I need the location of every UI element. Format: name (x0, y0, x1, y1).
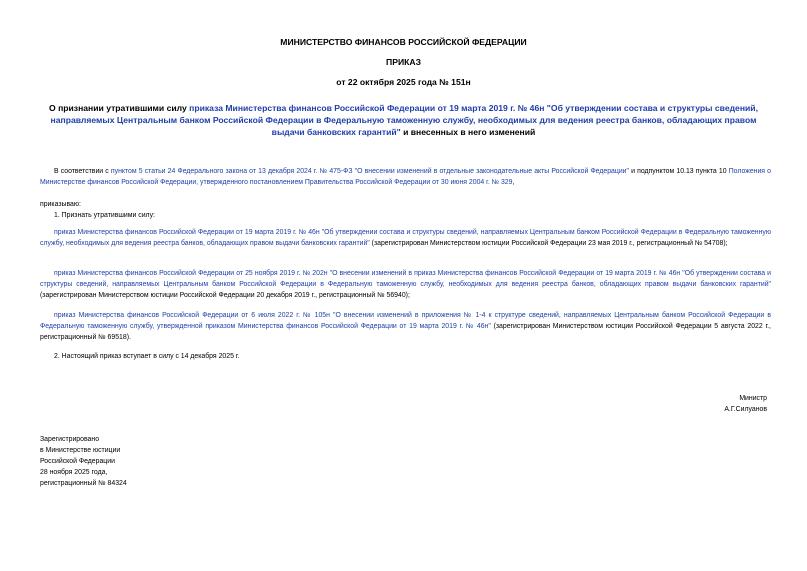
document-title (40, 102, 767, 138)
link-federal-law-475[interactable]: пунктом 5 статьи 24 Федерального закона от 13 декабря 2024 г. № 475-ФЗ "О внесении изменений в отдельные законодательные акты Российской Федерации" (110, 168, 629, 175)
signer-name: А.Г.Силуанов (724, 406, 767, 413)
registration-line-4: 28 ноября 2025 года, (40, 469, 108, 476)
preamble-paragraph (40, 166, 771, 188)
signer-position: Министр (739, 395, 767, 402)
sub-item-2-text: (зарегистрирован Министерством юстиции Российской Федерации 20 декабря 2019 г., регистрационный № 56940); (40, 292, 410, 299)
preamble-text-3: , (512, 179, 515, 186)
registration-block (40, 434, 240, 489)
link-order-105n[interactable]: приказ Министерства финансов Российской Федерации от 6 июля 2022 г. № 105н "О внесении изменений в приложения № 1-4 к структуре сведений, направляемых Центральным банком Российской Федерации в Федеральную таможенную службу, утвержденной приказом Министерства финансов Российской Федерации от 19 марта 2019 г. № 46н" (40, 312, 771, 330)
doc-type-heading: ПРИКАЗ (386, 57, 421, 67)
ministry-heading: МИНИСТЕРСТВО ФИНАНСОВ РОССИЙСКОЙ ФЕДЕРАЦИИ (280, 37, 527, 47)
registration-line-5: регистрационный № 84324 (40, 480, 127, 487)
sub-item-1-text: (зарегистрирован Министерством юстиции Российской Федерации 23 мая 2019 г., регистрационный № 54708); (369, 240, 728, 247)
sub-item-3-text: (зарегистрирован Министерством юстиции Российской Федерации 5 августа 2022 г., регистрационный № 69518). (40, 323, 771, 341)
preamble-text-1: В соответствии с (54, 168, 111, 175)
sub-item-3 (40, 310, 771, 343)
registration-line-1: Зарегистрировано (40, 436, 100, 443)
order-word: приказываю: (40, 201, 81, 208)
signature-block (567, 393, 767, 415)
link-order-46n[interactable]: приказ Министерства финансов Российской Федерации от 19 марта 2019 г. № 46н "Об утверждении состава и структуры сведений, направляемых Центральным банком Российской Федерации в Федеральную таможенную службу, необходимых для ведения реестра банков, обладающих правом выдачи банковских гарантий" (40, 229, 771, 247)
title-text-start: О признании утратившими силу (49, 103, 190, 113)
title-link-order-46n[interactable]: приказа Министерства финансов Российской Федерации от 19 марта 2019 г. № 46н "Об утверждении состава и структуры сведений, направляемых Центральным банком Российской Федерации в Федеральную таможенную службу, необходимых для ведения реестра банков, обладающих правом выдачи банковских гарантий" (50, 103, 758, 137)
preamble-text-2: и подпунктом 10.13 пункта 10 (628, 168, 729, 175)
sub-item-2 (40, 268, 771, 301)
item-2: 2. Настоящий приказ вступает в силу с 14 декабря 2025 г. (54, 353, 240, 360)
link-order-202n[interactable]: приказ Министерства финансов Российской Федерации от 25 ноября 2019 г. № 202н "О внесении изменений в приказ Министерства финансов Российской Федерации от 19 марта 2019 г. № 46н "Об утверждении состава и структуры сведений, направляемых Центральным банком Российской Федерации в Федеральную таможенную службу, необходимых для ведения реестра банков, обладающих правом выдачи банковских гарантий" (40, 270, 771, 288)
date-number-heading: от 22 октября 2025 года № 151н (336, 77, 471, 87)
link-ministry-regulation[interactable]: Положения о Министерстве финансов Российской Федерации, утвержденного постановлением Правительства Российской Федерации от 30 июня 2004 г. № 329 (40, 168, 772, 186)
sub-item-1 (40, 227, 771, 249)
title-text-end: и внесенных в него изменений (400, 127, 536, 137)
registration-line-3: Российской Федерации (40, 458, 115, 465)
registration-line-2: в Министерстве юстиции (40, 447, 121, 454)
item-1: 1. Признать утратившими силу: (54, 212, 155, 219)
